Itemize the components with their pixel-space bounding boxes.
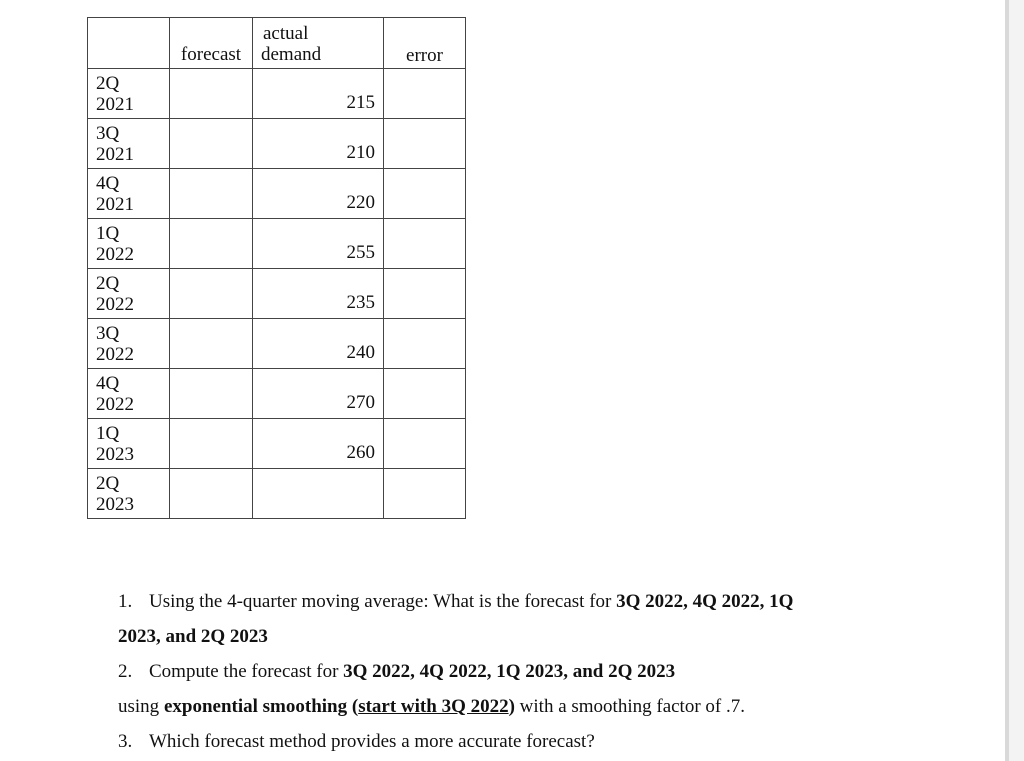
header-demand-line1: actual xyxy=(263,23,309,44)
table-row xyxy=(88,169,466,219)
table-row xyxy=(88,419,466,469)
question-2-periods: 3Q 2022, 4Q 2022, 1Q 2023, and 2Q 2023 xyxy=(343,661,676,682)
forecast-cell xyxy=(170,369,253,419)
quarter-label: 2Q xyxy=(96,73,120,94)
forecast-table xyxy=(87,17,466,519)
year-label: 2023 xyxy=(96,494,134,515)
header-forecast-label: forecast xyxy=(180,44,242,65)
demand-cell xyxy=(253,69,384,119)
question-1-periods-cont: 2023, and 2Q 2023 xyxy=(118,626,268,647)
demand-value: 215 xyxy=(346,92,375,113)
error-cell xyxy=(384,269,466,319)
period-cell xyxy=(88,119,170,169)
question-2-using: using xyxy=(118,696,164,717)
error-cell xyxy=(384,469,466,519)
demand-cell xyxy=(253,269,384,319)
table-row xyxy=(88,219,466,269)
quarter-label: 4Q xyxy=(96,173,120,194)
table-row xyxy=(88,119,466,169)
demand-value: 255 xyxy=(346,242,375,263)
year-label: 2022 xyxy=(96,344,134,365)
year-label: 2022 xyxy=(96,244,134,265)
demand-value: 220 xyxy=(346,192,375,213)
forecast-cell xyxy=(170,419,253,469)
quarter-label: 2Q xyxy=(96,273,120,294)
header-demand-cell xyxy=(253,18,384,69)
header-forecast-cell xyxy=(170,18,253,69)
table-row xyxy=(88,469,466,519)
forecast-cell xyxy=(170,119,253,169)
question-2-text: Compute the forecast for xyxy=(149,661,344,682)
question-1-line2 xyxy=(118,619,938,654)
period-cell xyxy=(88,419,170,469)
error-cell xyxy=(384,169,466,219)
question-2-paren-close: ) xyxy=(508,696,515,717)
demand-cell xyxy=(253,469,384,519)
header-error-cell xyxy=(384,18,466,69)
period-cell xyxy=(88,469,170,519)
question-2-number: 2. xyxy=(118,661,133,682)
period-cell xyxy=(88,369,170,419)
question-1-line1 xyxy=(118,584,938,619)
question-2-paren-open: ( xyxy=(347,696,359,717)
question-3-text: Which forecast method provides a more accurate forecast? xyxy=(149,731,595,752)
question-list xyxy=(118,584,938,759)
table-row xyxy=(88,319,466,369)
forecast-cell xyxy=(170,69,253,119)
forecast-cell xyxy=(170,469,253,519)
quarter-label: 3Q xyxy=(96,323,120,344)
table-row xyxy=(88,69,466,119)
demand-value: 240 xyxy=(346,342,375,363)
question-1-text: Using the 4-quarter moving average: What is the forecast for xyxy=(149,591,617,612)
question-2-method: exponential smoothing xyxy=(163,696,348,717)
period-cell xyxy=(88,69,170,119)
quarter-label: 2Q xyxy=(96,473,120,494)
forecast-cell xyxy=(170,269,253,319)
quarter-label: 1Q xyxy=(96,223,120,244)
quarter-label: 4Q xyxy=(96,373,120,394)
table-header-row xyxy=(88,18,466,69)
forecast-cell xyxy=(170,319,253,369)
question-2-line1 xyxy=(118,654,938,689)
header-demand-line2: demand xyxy=(261,44,322,65)
error-cell xyxy=(384,69,466,119)
question-2-factor: with a smoothing factor of .7. xyxy=(514,696,745,717)
period-cell xyxy=(88,319,170,369)
period-cell xyxy=(88,269,170,319)
error-cell xyxy=(384,119,466,169)
question-3-line1 xyxy=(118,724,938,759)
year-label: 2021 xyxy=(96,144,134,165)
header-error-label: error xyxy=(406,45,443,66)
demand-cell xyxy=(253,319,384,369)
quarter-label: 3Q xyxy=(96,123,120,144)
demand-cell xyxy=(253,369,384,419)
error-cell xyxy=(384,369,466,419)
quarter-label: 1Q xyxy=(96,423,120,444)
demand-cell xyxy=(253,119,384,169)
year-label: 2021 xyxy=(96,94,134,115)
question-2-start-note: start with 3Q 2022 xyxy=(358,696,509,717)
year-label: 2022 xyxy=(96,394,134,415)
demand-value: 270 xyxy=(346,392,375,413)
question-2-line2 xyxy=(118,689,938,724)
question-3-number: 3. xyxy=(118,731,133,752)
period-cell xyxy=(88,219,170,269)
forecast-cell xyxy=(170,169,253,219)
demand-value xyxy=(253,513,383,518)
header-demand-label xyxy=(253,23,383,68)
question-1-periods: 3Q 2022, 4Q 2022, 1Q xyxy=(616,591,794,612)
table-row xyxy=(88,369,466,419)
table-row xyxy=(88,269,466,319)
demand-value: 260 xyxy=(346,442,375,463)
error-cell xyxy=(384,419,466,469)
demand-cell xyxy=(253,419,384,469)
header-period-cell xyxy=(88,18,170,69)
demand-cell xyxy=(253,219,384,269)
error-cell xyxy=(384,219,466,269)
year-label: 2021 xyxy=(96,194,134,215)
demand-value: 210 xyxy=(346,142,375,163)
demand-value: 235 xyxy=(346,292,375,313)
year-label: 2023 xyxy=(96,444,134,465)
forecast-cell xyxy=(170,219,253,269)
error-cell xyxy=(384,319,466,369)
question-1-number: 1. xyxy=(118,591,133,612)
demand-cell xyxy=(253,169,384,219)
period-cell xyxy=(88,169,170,219)
year-label: 2022 xyxy=(96,294,134,315)
page-margin-area xyxy=(1009,0,1024,761)
